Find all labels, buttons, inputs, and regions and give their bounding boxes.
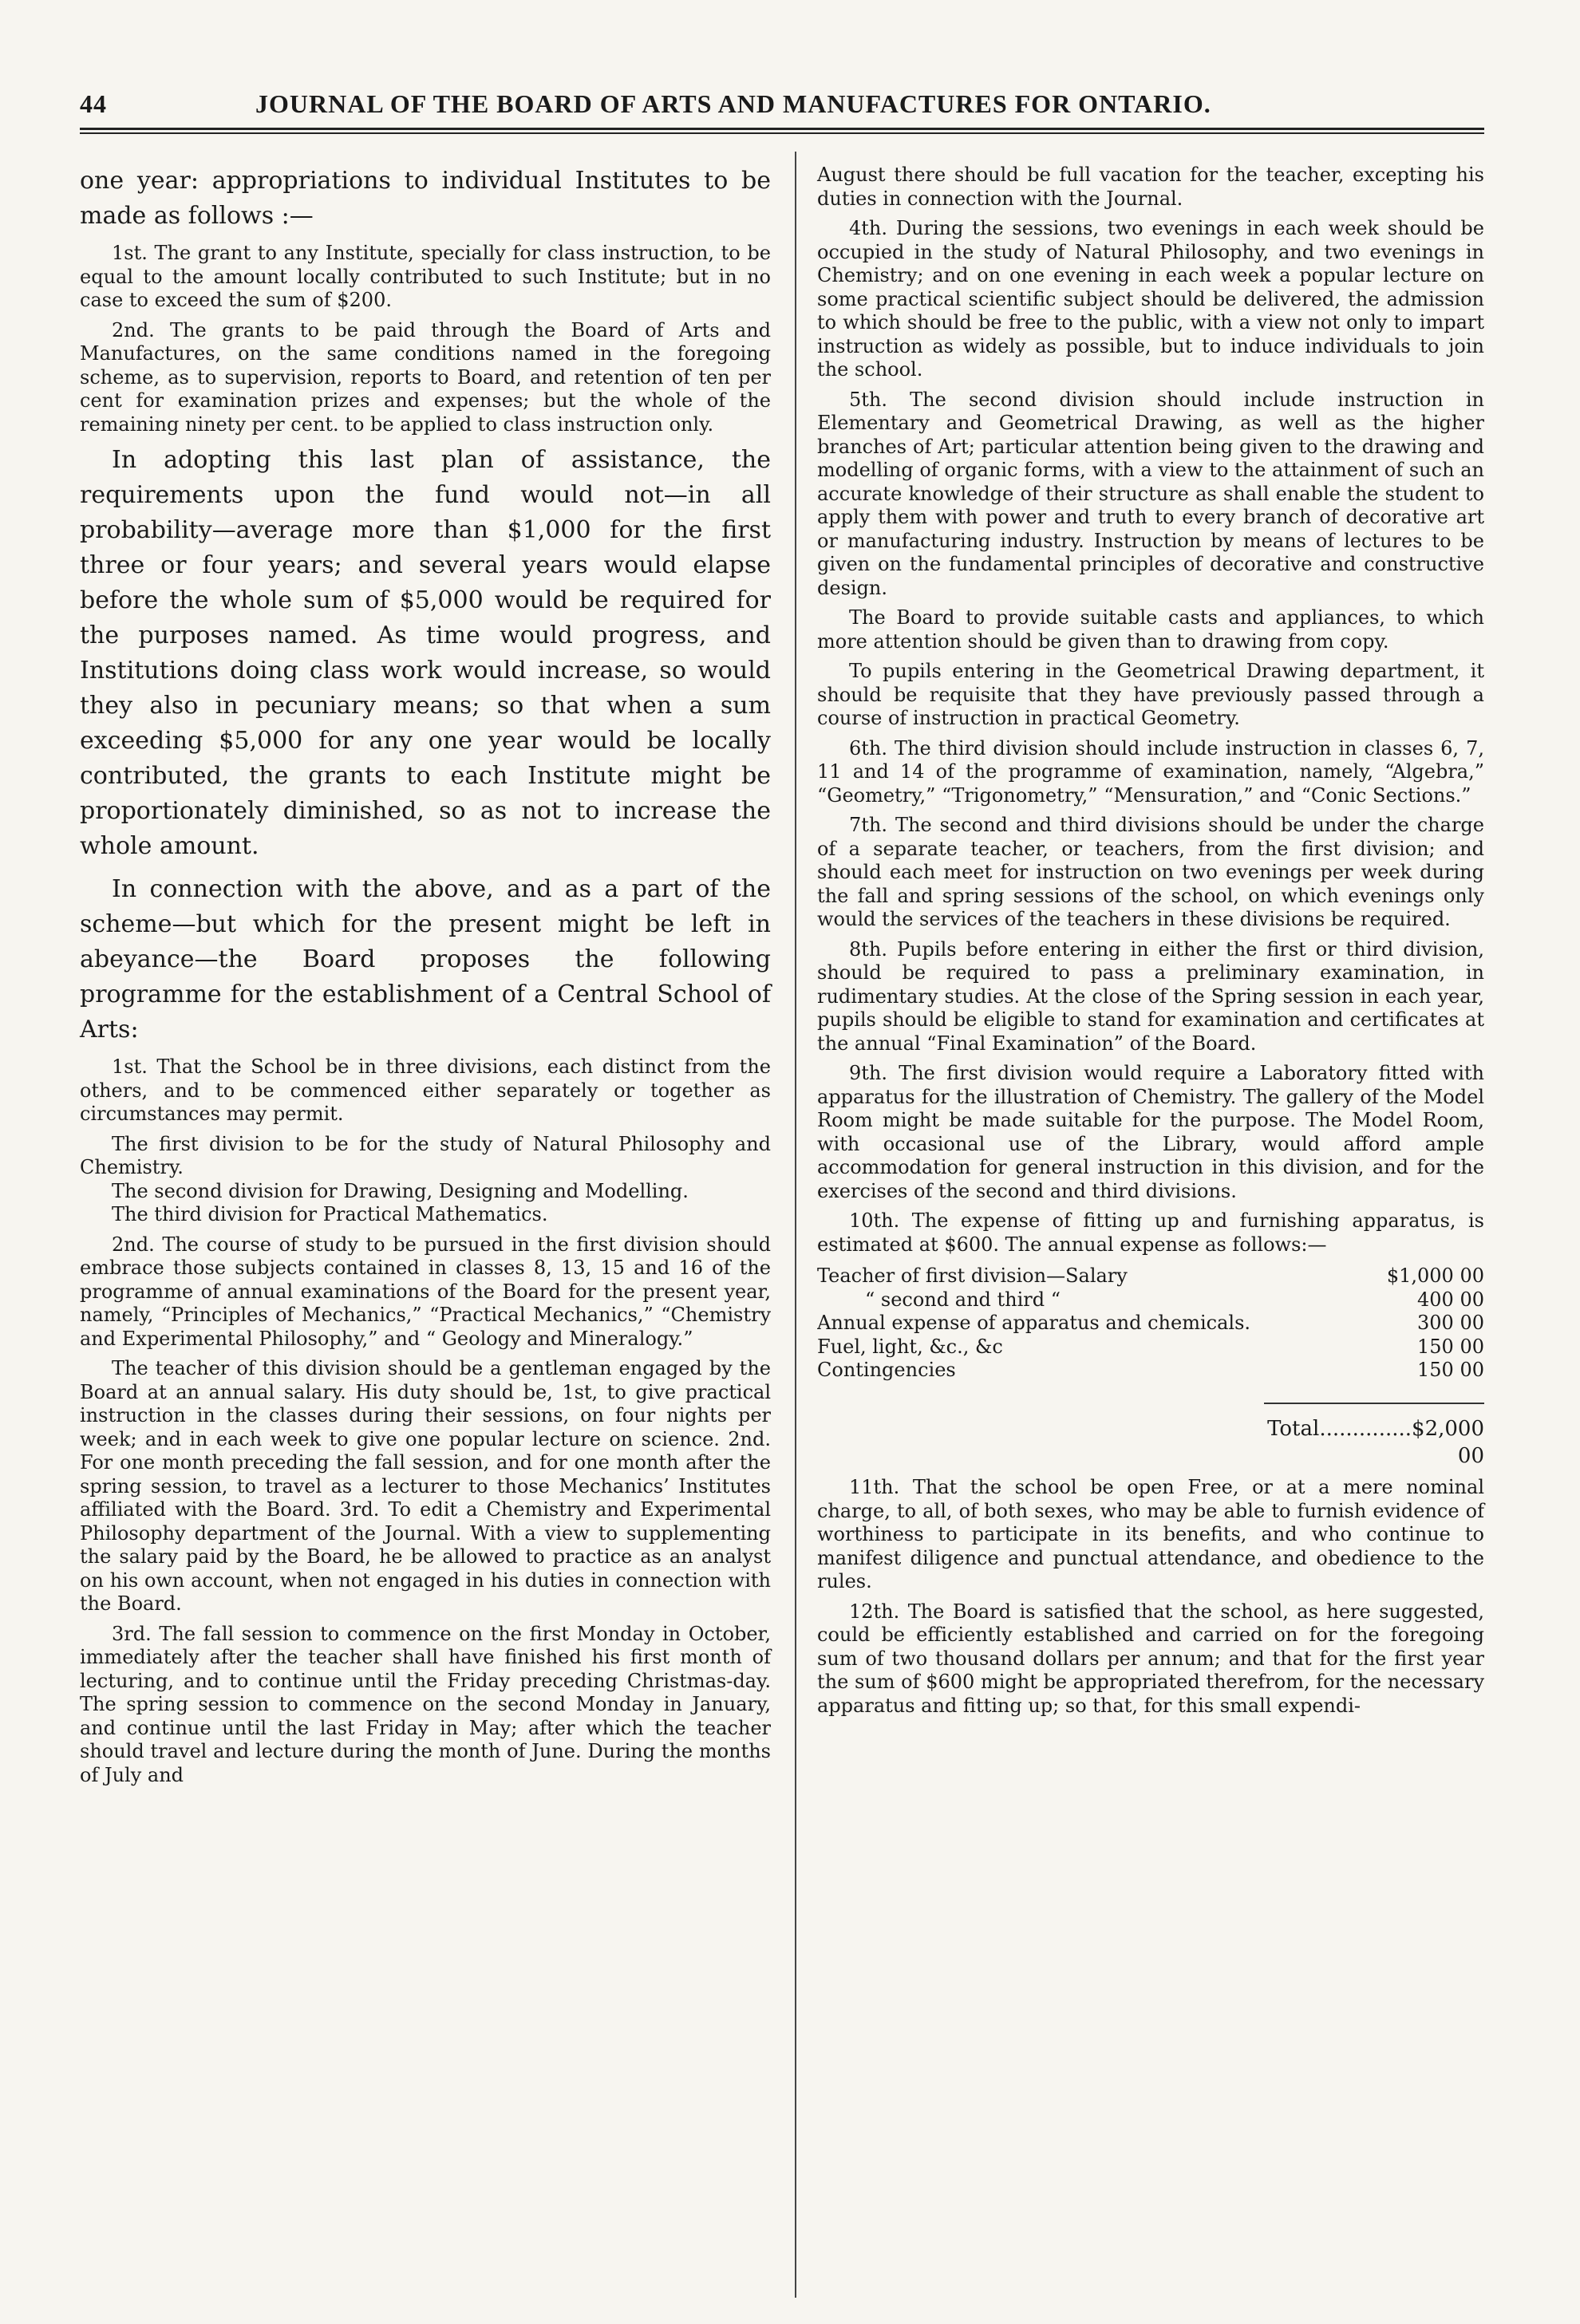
expense-amount: $1,000 00 [1386, 1265, 1484, 1287]
expense-row [817, 1312, 1484, 1336]
paragraph: 9th. The first division would require a Laboratory fitted with apparatus for the illustration of Chemistry. The gallery of the Model Room might be made suitable for the purpose. The Model Room, with occasional use of the Library, would afford ample accommodation for general instruction in this division, and for the exercises of the second and third divisions. [817, 1062, 1484, 1202]
paragraph: 2nd. The grants to be paid through the Board of Arts and Manufactures, on the same conditions named in the foregoing scheme, as to supervision, reports to Board, and retention of ten per cent for examination prizes and expenses; but the whole of the remaining ninety per cent. to be applied to class instruction only. [80, 318, 771, 436]
paragraph: 4th. During the sessions, two evenings in each week should be occupied in the study of Natural Philosophy, and two evenings in Chemistry; and on one evening in each week a popular lecture on some practical scientific subject should be delivered, the admission to which should be free to the public, with a view not only to impart instruction as widely as possible, but to induce individuals to join the school. [817, 217, 1484, 381]
paragraph: 11th. That the school be open Free, or at a mere nominal charge, to all, of both sexes, who may be able to furnish evidence of worthiness to participate in its benefits, and who continue to manifest diligence and punctual attendance, and obedience to the rules. [817, 1476, 1484, 1592]
paragraph: 6th. The third division should include instruction in classes 6, 7, 11 and 14 of the programme of examination, namely, “Algebra,” “Geometry,” “Trigonometry,” “Mensuration,” and “Conic Sections.” [817, 736, 1484, 807]
running-title: JOURNAL OF THE BOARD OF ARTS AND MANUFACTURES FOR ONTARIO. [255, 89, 1211, 118]
left-column [80, 164, 771, 1793]
paragraph: 7th. The second and third divisions should be under the charge of a separate teacher, or teachers, from the first division; and should each meet for instruction on two evenings per week during the fall and spring sessions of the school, on which evenings only would the services of the teachers in these divisions be required. [817, 814, 1484, 930]
paragraph: August there should be full vacation for the teacher, excepting his duties in connection with the Journal. [817, 164, 1484, 210]
right-column [817, 164, 1484, 1724]
expense-item: “ second and third “ [865, 1288, 1061, 1311]
expense-total: Total..............$2,000 00 [1264, 1403, 1484, 1470]
paragraph: In adopting this last plan of assistance, the requirements upon the fund would not—in all probability—average more than $1,000 for the first three or four years; and several years would elapse before the whole sum of $5,000 would be required for the purposes named. As time would progress, and Institutions doing class work would increase, so would they also in pecuniary means; so that when a sum exceeding $5,000 for any one year would be locally contributed, the grants to each Institute might be proportionately diminished, so as not to increase the whole amount. [80, 446, 771, 860]
expense-row [817, 1336, 1484, 1359]
expense-amount: 400 00 [1417, 1288, 1484, 1311]
column-divider [795, 152, 796, 2298]
paragraph: 1st. The grant to any Institute, specially for class instruction, to be equal to the amount locally contributed to such Institute; but in no case to exceed the sum of $200. [80, 242, 771, 311]
expense-row [817, 1265, 1484, 1288]
paragraph: The Board to provide suitable casts and appliances, to which more attention should be given than to drawing from copy. [817, 606, 1484, 653]
expense-amount: 150 00 [1417, 1335, 1484, 1358]
paragraph: To pupils entering in the Geometrical Drawing department, it should be requisite that they have previously passed through a course of instruction in practical Geometry. [817, 660, 1484, 729]
paragraph: The first division to be for the study of Natural Philosophy and Chemistry. [80, 1132, 771, 1178]
paragraph: In connection with the above, and as a part of the scheme—but which for the present might be left in abeyance—the Board proposes the following programme for the establishment of a Central School of Arts: [80, 875, 771, 1044]
paragraph: one year: appropriations to individual Institutes to be made as follows :— [80, 167, 771, 230]
expense-row [817, 1288, 1484, 1312]
paragraph: The teacher of this division should be a gentleman engaged by the Board at an annual salary. His duty should be, 1st, to give practical instruction in the classes during their sessions, on four nights per week; and in each week to give one popular lecture on science. 2nd. For one month preceding the fall session, and for one month after the spring session, to travel as a lecturer to those Mechanics’ Institutes affiliated with the Board. 3rd. To edit a Chemistry and Experimental Philosophy department of the Journal. With a view to supplementing the salary paid by the Board, he be allowed to practice as an analyst on his own account, when not engaged in his duties in connection with the Board. [80, 1357, 771, 1615]
expense-item: Annual expense of apparatus and chemicals. [817, 1312, 1251, 1334]
expense-row [817, 1359, 1484, 1383]
expense-table [817, 1265, 1484, 1383]
expense-item: Teacher of first division—Salary [817, 1265, 1128, 1287]
paragraph: 3rd. The fall session to commence on the first Monday in October, immediately after the teacher shall have finished his first month of lecturing, and to continue until the Friday preceding Christmas-day. The spring session to commence on the second Monday in January, and continue until the last Friday in May; after which the teacher should travel and lecture during the month of June. During the months of July and [80, 1622, 771, 1786]
paragraph: The third division for Practical Mathematics. [112, 1203, 548, 1225]
expense-amount: 300 00 [1417, 1312, 1484, 1334]
paragraph: 8th. Pupils before entering in either the first or third division, should be required to pass a preliminary examination, in rudimentary studies. At the close of the Spring session in each year, pupils should be eligible to stand for examination and certificates at the annual “Final Examination” of the Board. [817, 937, 1484, 1055]
paragraph: 12th. The Board is satisfied that the school, as here suggested, could be efficiently established and carried on for the foregoing sum of two thousand dollars per annum; and that for the first year the sum of $600 might be appropriated therefrom, for the necessary apparatus and fitting up; so that, for this small expendi- [817, 1600, 1484, 1717]
paragraph: 5th. The second division should include instruction in Elementary and Geometrical Drawing, as well as the higher branches of Art; particular attention being given to the drawing and modelling of organic forms, with a view to the attainment of such an accurate knowledge of their structure as shall enable the student to apply them with power and truth to every branch of decorative art or manufacturing industry. Instruction by means of lectures to be given on the fundamental principles of decorative and constructive design. [817, 388, 1484, 599]
page-header [80, 85, 1484, 124]
expense-intro: 10th. The expense of fitting up and furnishing apparatus, is estimated at $600. The annual expense as follows:— [817, 1209, 1484, 1256]
page-number: 44 [80, 89, 107, 118]
paragraph: 1st. That the School be in three divisions, each distinct from the others, and to be commenced either separately or together as circumstances may permit. [80, 1055, 771, 1125]
expense-item: Fuel, light, &c., &c [817, 1335, 1003, 1358]
paragraph: The second division for Drawing, Designing and Modelling. [112, 1179, 689, 1202]
paragraph: 2nd. The course of study to be pursued in the first division should embrace those subjects contained in classes 8, 13, 15 and 16 of the programme of annual examinations of the Board for the present year, namely, “Principles of Mechanics,” “Practical Mechanics,” “Chemistry and Experimental Philosophy,” and “ Geology and Mineralogy.” [80, 1233, 771, 1350]
expense-item: Contingencies [817, 1359, 956, 1381]
header-rule-top [80, 128, 1484, 130]
header-rule-bottom [80, 132, 1484, 134]
expense-amount: 150 00 [1417, 1359, 1484, 1381]
